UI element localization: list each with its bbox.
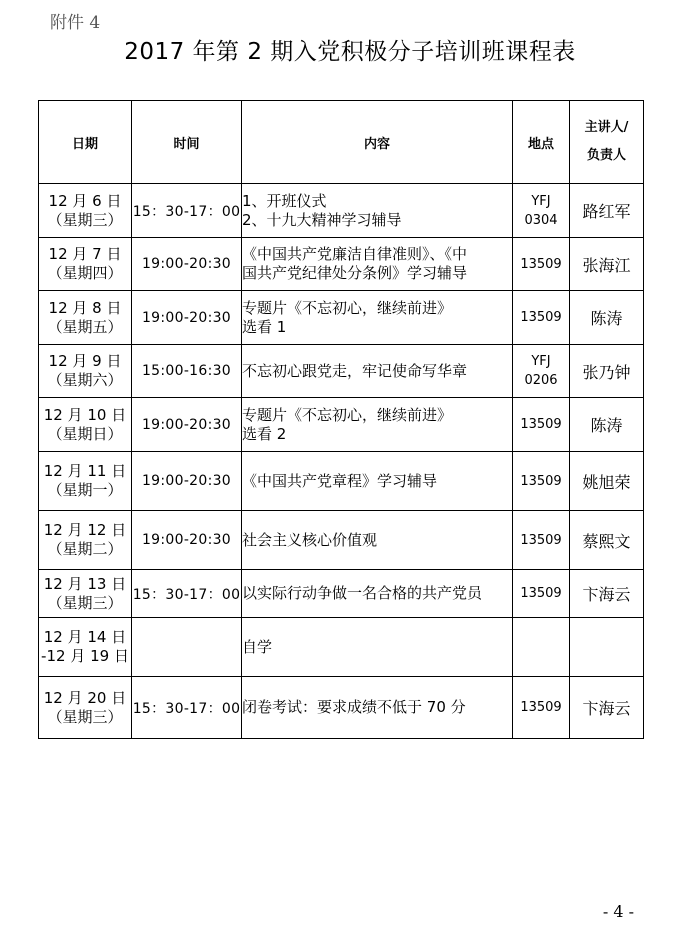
place-cell (513, 570, 570, 618)
date-line: 12 月 11 日 (43, 462, 127, 480)
content-cell (242, 238, 513, 291)
place-line: YFJ (531, 354, 551, 369)
content-line: 闭卷考试：要求成绩不低于 70 分 (242, 698, 466, 716)
time-cell: 19:00-20:30 (132, 398, 242, 452)
header-date: 日期 (39, 101, 132, 184)
table-header-row (39, 101, 644, 184)
place-line: 0206 (524, 373, 558, 388)
attachment-label: 附件 4 (50, 13, 101, 33)
content-cell (242, 452, 513, 511)
date-cell (39, 618, 132, 677)
content-line: 《中国共产党廉洁自律准则》、《中 (242, 245, 468, 263)
table-row (39, 677, 644, 739)
weekday-line: （星期五） (47, 317, 123, 336)
table-row (39, 291, 644, 345)
date-cell (39, 452, 132, 511)
speaker-cell: 姚旭荣 (570, 452, 644, 511)
speaker-cell: 陈涛 (570, 291, 644, 345)
date-line: 12 月 20 日 (43, 688, 127, 707)
content-cell (242, 677, 513, 739)
content-cell (242, 291, 513, 345)
table-row (39, 345, 644, 398)
table-row (39, 570, 644, 618)
course-schedule-table (38, 100, 644, 739)
table-row (39, 511, 644, 570)
table-row (39, 238, 644, 291)
date-line: 12 月 6 日 (48, 191, 122, 210)
time-cell: 19:00-20:30 (132, 291, 242, 345)
speaker-cell: 蔡熙文 (570, 511, 644, 570)
table-row (39, 398, 644, 452)
date-line: 12 月 10 日 (43, 405, 127, 424)
date-cell (39, 345, 132, 398)
place-cell (513, 618, 570, 677)
content-line: 《中国共产党章程》学习辅导 (242, 471, 438, 490)
date-line: 12 月 7 日 (48, 245, 122, 263)
time-cell: 15：30-17：00 (132, 570, 242, 618)
weekday-line: -12 月 19 日 (41, 647, 129, 665)
weekday-line: （星期二） (47, 540, 123, 558)
time-cell: 19:00-20:30 (132, 511, 242, 570)
content-line: 1、开班仪式 (242, 191, 327, 210)
content-line: 社会主义核心价值观 (242, 530, 378, 549)
content-line: 国共产党纪律处分条例》学习辅导 (242, 264, 468, 282)
weekday-line: （星期三） (47, 593, 123, 612)
place-line: YFJ (531, 193, 551, 209)
content-cell (242, 184, 513, 238)
date-line: 12 月 13 日 (43, 574, 127, 593)
date-cell (39, 291, 132, 345)
document-title: 2017 年第 2 期入党积极分子培训班课程表 (124, 39, 576, 65)
date-line: 12 月 9 日 (48, 352, 122, 370)
content-line: 选看 2 (242, 424, 287, 443)
speaker-cell: 张海江 (570, 238, 644, 291)
place-line: 13509 (520, 310, 562, 325)
header-place: 地点 (513, 101, 570, 184)
header-speaker-line1: 主讲人/ (584, 120, 629, 135)
content-line: 选看 1 (242, 317, 287, 336)
table-row (39, 618, 644, 677)
weekday-line: （星期三） (47, 707, 123, 726)
table-row (39, 184, 644, 238)
content-line: 自学 (242, 637, 273, 656)
time-cell: 19:00-20:30 (132, 238, 242, 291)
content-line: 专题片《不忘初心，继续前进》 (242, 298, 453, 317)
content-line: 2、十九大精神学习辅导 (242, 210, 402, 229)
date-cell (39, 184, 132, 238)
weekday-line: （星期六） (47, 371, 123, 389)
date-cell (39, 570, 132, 618)
date-cell (39, 238, 132, 291)
content-cell (242, 511, 513, 570)
place-line: 13509 (520, 586, 562, 601)
weekday-line: （星期一） (47, 481, 123, 499)
place-line: 13509 (520, 700, 562, 715)
place-line: 0304 (524, 212, 558, 228)
header-speaker-line2: 负责人 (586, 148, 626, 163)
time-cell: 15：30-17：00 (132, 677, 242, 739)
time-cell (132, 618, 242, 677)
place-cell (513, 398, 570, 452)
weekday-line: （星期日） (47, 424, 123, 443)
content-cell (242, 398, 513, 452)
place-cell (513, 452, 570, 511)
place-line: 13509 (520, 417, 562, 432)
date-line: 12 月 14 日 (43, 628, 127, 646)
place-cell (513, 677, 570, 739)
place-line: 13509 (520, 256, 562, 272)
speaker-cell: 卞海云 (570, 677, 644, 739)
content-line: 专题片《不忘初心，继续前进》 (242, 405, 453, 424)
date-cell (39, 398, 132, 452)
content-cell (242, 345, 513, 398)
speaker-cell: 陈涛 (570, 398, 644, 452)
speaker-cell: 张乃钟 (570, 345, 644, 398)
place-cell (513, 345, 570, 398)
date-line: 12 月 8 日 (48, 298, 122, 317)
header-content: 内容 (242, 101, 513, 184)
date-line: 12 月 12 日 (43, 521, 127, 539)
time-cell: 15：30-17：00 (132, 184, 242, 238)
place-line: 13509 (520, 473, 562, 489)
speaker-cell (570, 618, 644, 677)
header-speaker (570, 101, 644, 184)
time-cell: 15:00-16:30 (132, 345, 242, 398)
place-cell (513, 238, 570, 291)
place-cell (513, 184, 570, 238)
time-cell: 19:00-20:30 (132, 452, 242, 511)
speaker-cell: 路红军 (570, 184, 644, 238)
speaker-cell: 卞海云 (570, 570, 644, 618)
weekday-line: （星期四） (47, 264, 123, 282)
date-cell (39, 677, 132, 739)
place-cell (513, 511, 570, 570)
content-cell (242, 618, 513, 677)
place-line: 13509 (520, 532, 562, 548)
content-line: 不忘初心跟党走，牢记使命写华章 (242, 361, 468, 380)
content-line: 以实际行动争做一名合格的共产党员 (242, 584, 483, 602)
table-row (39, 452, 644, 511)
content-cell (242, 570, 513, 618)
place-cell (513, 291, 570, 345)
page-number: - 4 - (602, 902, 634, 921)
weekday-line: （星期三） (47, 210, 123, 229)
date-cell (39, 511, 132, 570)
header-time: 时间 (132, 101, 242, 184)
